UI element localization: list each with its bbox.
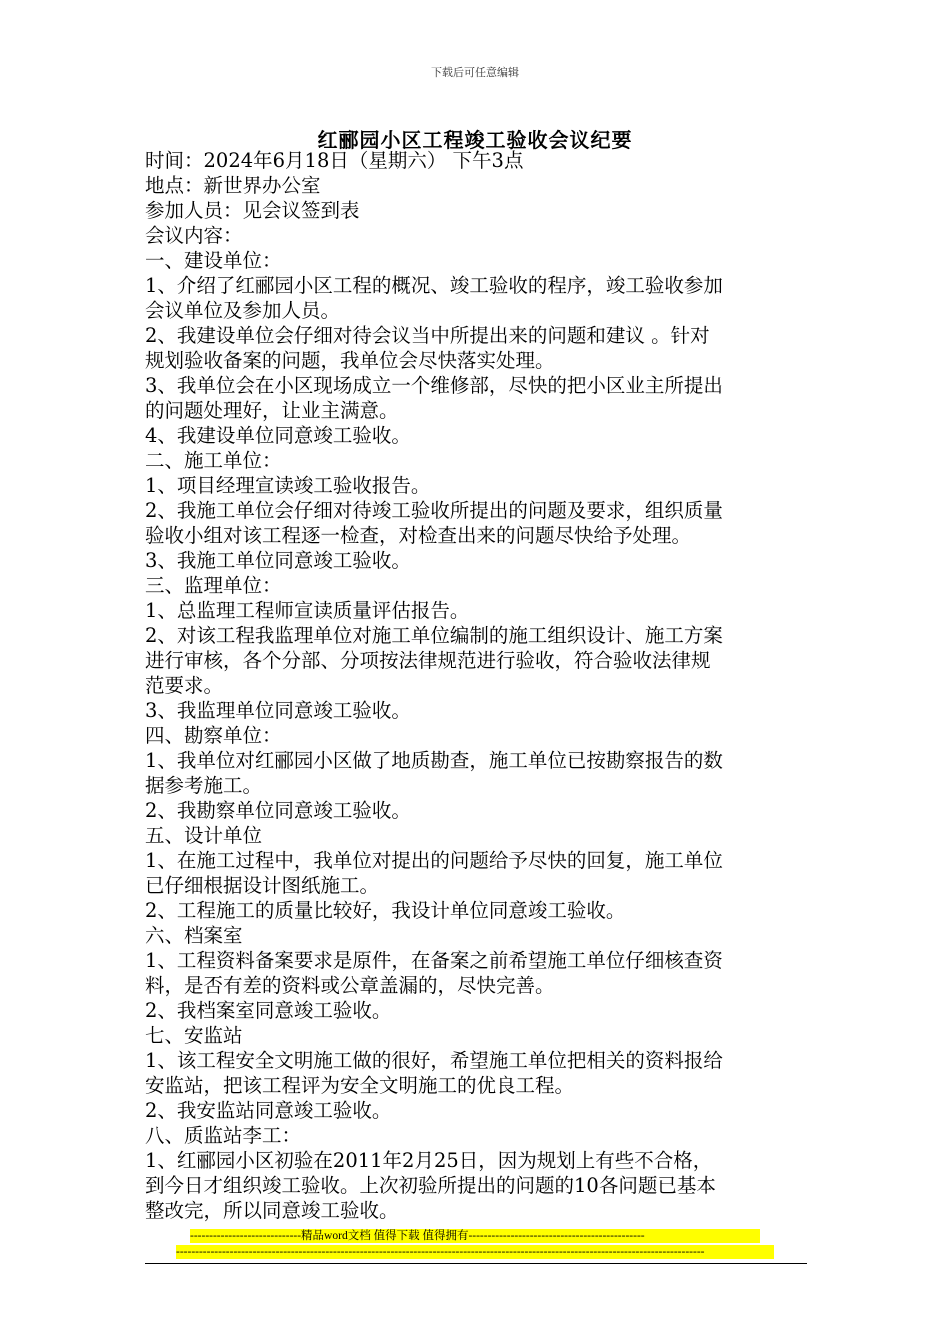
body-line: 七、安监站: [145, 1024, 243, 1047]
body-line: 3、我单位会在小区现场成立一个维修部，尽快的把小区业主所提出: [145, 374, 723, 397]
body-line: 4、我建设单位同意竣工验收。: [145, 424, 411, 447]
body-line: 1、该工程安全文明施工做的很好，希望施工单位把相关的资料报给: [145, 1049, 723, 1072]
body-line: 1、总监理工程师宣读质量评估报告。: [145, 599, 470, 622]
body-line: 二、施工单位：: [145, 449, 282, 472]
body-line: 一、建设单位：: [145, 249, 282, 272]
body-line: 1、在施工过程中，我单位对提出的问题给予尽快的回复，施工单位: [145, 849, 723, 872]
body-line: 2、我施工单位会仔细对待竣工验收所提出的问题及要求，组织质量: [145, 499, 723, 522]
body-line: 据参考施工。: [145, 774, 263, 797]
body-line: 2、工程施工的质量比较好，我设计单位同意竣工验收。: [145, 899, 626, 922]
body-line: 3、我监理单位同意竣工验收。: [145, 699, 411, 722]
body-line: 八、质监站李工：: [145, 1124, 302, 1147]
body-line: 到今日才组织竣工验收。上次初验所提出的问题的10各问题已基本: [145, 1174, 716, 1197]
body-line: 2、我勘察单位同意竣工验收。: [145, 799, 411, 822]
footer-promo-line: -----------------------------精品word文档 值得下载 值得拥有----------------------------------------------: [190, 1229, 760, 1243]
body-line: 2、我安监站同意竣工验收。: [145, 1099, 392, 1122]
body-line: 验收小组对该工程逐一检查，对检查出来的问题尽快给予处理。: [145, 524, 692, 547]
body-line: 安监站，把该工程评为安全文明施工的优良工程。: [145, 1074, 575, 1097]
body-line: 2、我建设单位会仔细对待会议当中所提出来的问题和建议 。针对: [145, 324, 710, 347]
body-line: 2、对该工程我监理单位对施工单位编制的施工组织设计、施工方案: [145, 624, 723, 647]
body-line: 1、介绍了红郦园小区工程的概况、竣工验收的程序，竣工验收参加: [145, 274, 723, 297]
body-line: 五、设计单位: [145, 824, 263, 847]
body-line: 参加人员：见会议签到表: [145, 199, 360, 222]
body-line: 进行审核，各个分部、分项按法律规范进行验收，符合验收法律规: [145, 649, 711, 672]
header-note: 下载后可任意编辑: [431, 66, 519, 79]
body-line: 三、监理单位：: [145, 574, 282, 597]
document-title: 红郦园小区工程竣工验收会议纪要: [317, 128, 633, 152]
body-line: 会议单位及参加人员。: [145, 299, 341, 322]
body-line: 已仔细根据设计图纸施工。: [145, 874, 380, 897]
body-line: 3、我施工单位同意竣工验收。: [145, 549, 411, 572]
footer-rule: [145, 1263, 807, 1264]
body-line: 范要求。: [145, 674, 224, 697]
footer-dash-line: ------------------------------------------------------------------------------------------------------------------------------------------: [176, 1245, 774, 1259]
body-line: 时间：2024年6月18日（星期六） 下午3点: [145, 149, 524, 172]
body-line: 会议内容：: [145, 224, 243, 247]
body-line: 的问题处理好，让业主满意。: [145, 399, 399, 422]
body-line: 料，是否有差的资料或公章盖漏的，尽快完善。: [145, 974, 555, 997]
document-body: [145, 148, 809, 1223]
body-line: 1、红郦园小区初验在2011年2月25日，因为规划上有些不合格，: [145, 1149, 713, 1172]
body-line: 2、我档案室同意竣工验收。: [145, 999, 392, 1022]
body-line: 1、工程资料备案要求是原件，在备案之前希望施工单位仔细核查资: [145, 949, 723, 972]
body-line: 整改完，所以同意竣工验收。: [145, 1199, 399, 1222]
body-line: 四、勘察单位：: [145, 724, 282, 747]
body-line: 1、项目经理宣读竣工验收报告。: [145, 474, 431, 497]
body-line: 六、档案室: [145, 924, 243, 947]
body-line: 1、我单位对红郦园小区做了地质勘查，施工单位已按勘察报告的数: [145, 749, 723, 772]
body-line: 规划验收备案的问题，我单位会尽快落实处理。: [145, 349, 555, 372]
body-line: 地点：新世界办公室: [145, 174, 321, 197]
